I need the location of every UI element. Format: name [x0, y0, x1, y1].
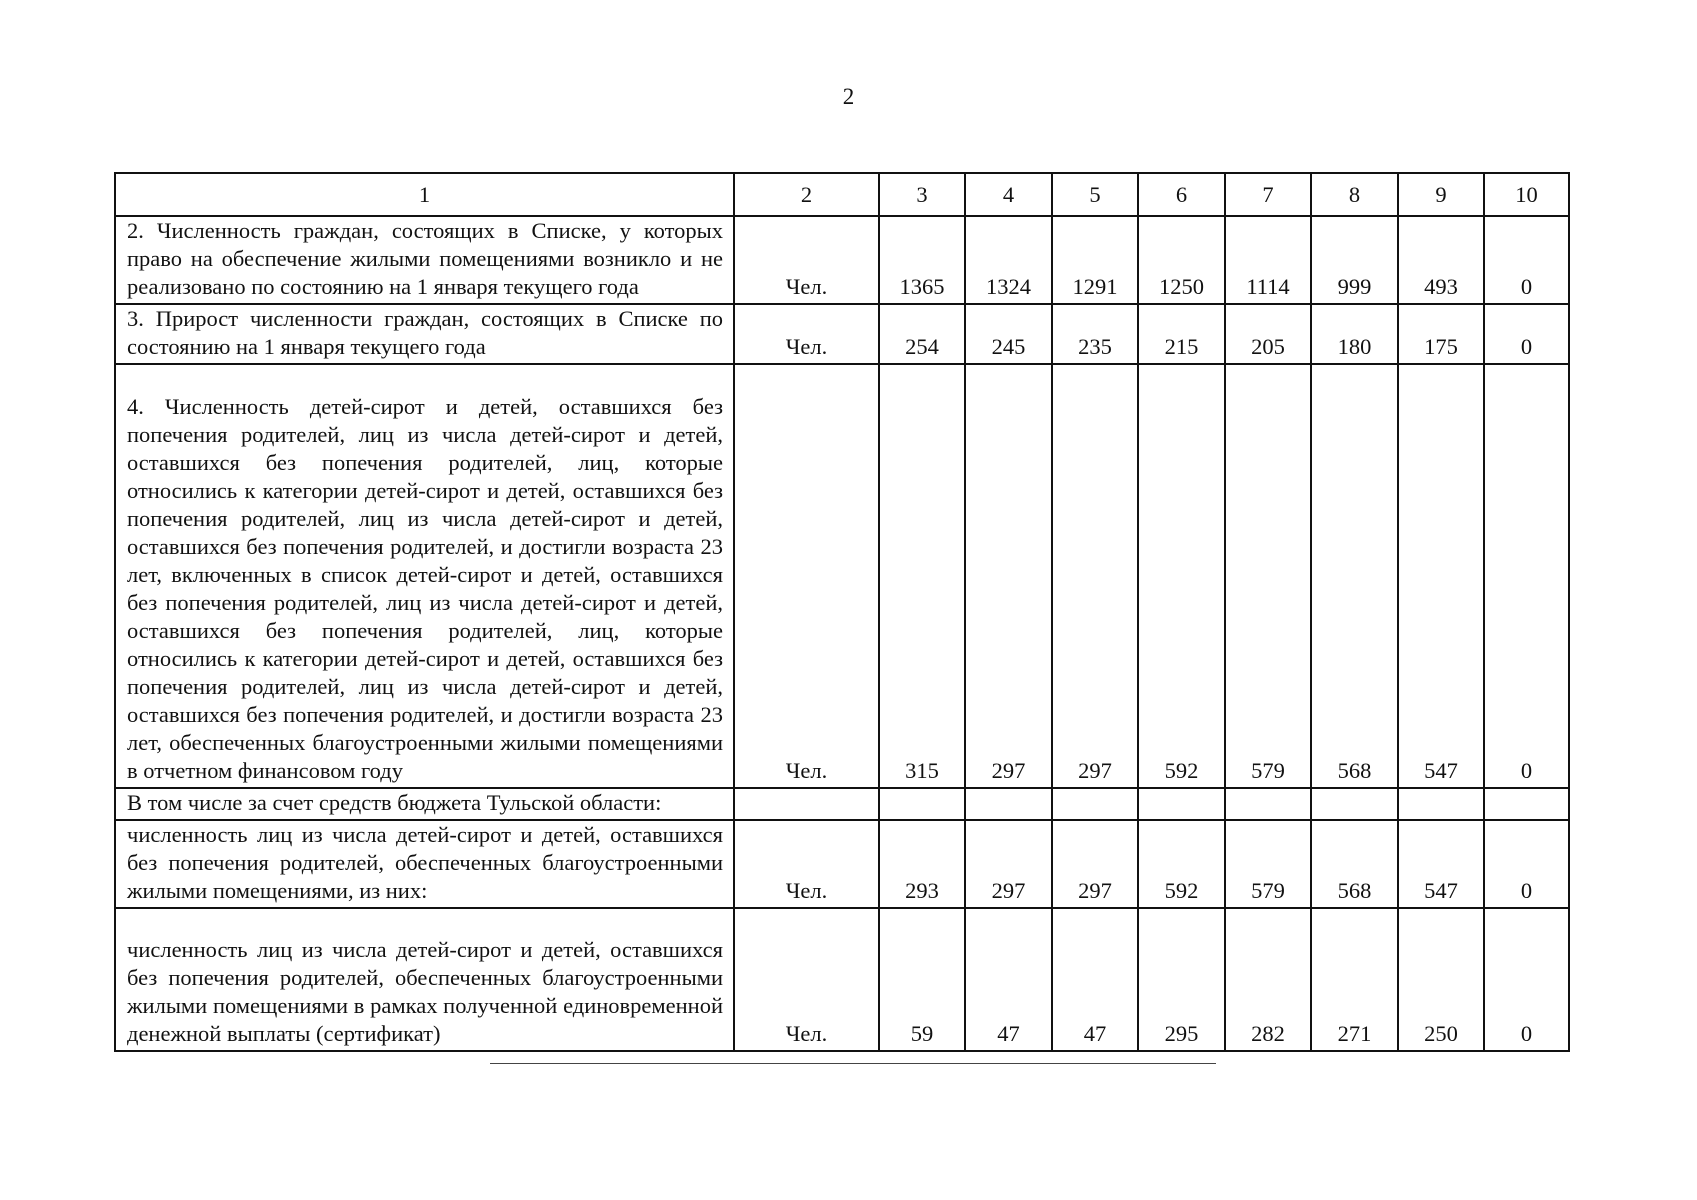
indicator-label: 3. Прирост численности граждан, состоящих в Списке по состоянию на 1 января текущего года [115, 304, 734, 364]
column-number-header: 4 [965, 173, 1052, 216]
value-cell: 1291 [1052, 216, 1138, 304]
value-cell: 47 [965, 908, 1052, 1051]
indicators-table [114, 172, 1570, 1052]
value-cell: 1324 [965, 216, 1052, 304]
unit-cell: Чел. [734, 820, 879, 908]
indicator-label: численность лиц из числа детей-сирот и детей, оставшихся без попечения родителей, обеспеченных благоустроенными жилыми помещениями в рамках полученной единовременной денежной выплаты (сертификат) [115, 908, 734, 1051]
value-cell: 205 [1225, 304, 1311, 364]
table-row [115, 908, 1569, 1051]
value-cell: 592 [1138, 364, 1225, 788]
table-row [115, 820, 1569, 908]
column-number-header: 1 [115, 173, 734, 216]
unit-cell: Чел. [734, 304, 879, 364]
indicator-label: 4. Численность детей-сирот и детей, оставшихся без попечения родителей, лиц из числа детей-сирот и детей, оставшихся без попечения родителей, лиц, которые относились к категории детей-сирот и детей, оставшихся без попечения родителей, лиц из числа детей-сирот и детей, оставшихся без попечения родителей, и достигли возраста 23 лет, включенных в список детей-сирот и детей, оставшихся без попечения родителей, лиц из числа детей-сирот и детей, оставшихся без попечения родителей, лиц, которые относились к категории детей-сирот и детей, оставшихся без попечения родителей, лиц из числа детей-сирот и детей, оставшихся без попечения родителей, и достигли возраста 23 лет, обеспеченных благоустроенными жилыми помещениями в отчетном финансовом году [115, 364, 734, 788]
value-cell: 592 [1138, 820, 1225, 908]
value-cell: 297 [1052, 820, 1138, 908]
column-number-header: 6 [1138, 173, 1225, 216]
page-number: 2 [842, 84, 855, 109]
value-cell: 59 [879, 908, 965, 1051]
value-cell: 180 [1311, 304, 1398, 364]
value-cell: 1114 [1225, 216, 1311, 304]
value-cell: 315 [879, 364, 965, 788]
value-cell [1138, 788, 1225, 820]
value-cell [1225, 788, 1311, 820]
value-cell: 245 [965, 304, 1052, 364]
column-number-header: 8 [1311, 173, 1398, 216]
column-number-header: 10 [1484, 173, 1569, 216]
value-cell: 47 [1052, 908, 1138, 1051]
value-cell: 568 [1311, 820, 1398, 908]
footer-separator-line [490, 1063, 1216, 1064]
value-cell: 0 [1484, 216, 1569, 304]
indicator-label: численность лиц из числа детей-сирот и детей, оставшихся без попечения родителей, обеспеченных благоустроенными жилыми помещениями, из них: [115, 820, 734, 908]
value-cell: 235 [1052, 304, 1138, 364]
column-number-header: 2 [734, 173, 879, 216]
unit-cell: Чел. [734, 908, 879, 1051]
table-header-row [115, 173, 1569, 216]
indicator-label: В том числе за счет средств бюджета Тульской области: [115, 788, 734, 820]
unit-cell: Чел. [734, 216, 879, 304]
value-cell: 297 [1052, 364, 1138, 788]
table-row [115, 304, 1569, 364]
value-cell: 579 [1225, 820, 1311, 908]
value-cell: 0 [1484, 364, 1569, 788]
column-number-header: 7 [1225, 173, 1311, 216]
value-cell: 579 [1225, 364, 1311, 788]
value-cell: 215 [1138, 304, 1225, 364]
table-row [115, 216, 1569, 304]
value-cell: 297 [965, 820, 1052, 908]
value-cell: 282 [1225, 908, 1311, 1051]
value-cell [879, 788, 965, 820]
column-number-header: 9 [1398, 173, 1484, 216]
indicator-label: 2. Численность граждан, состоящих в Списке, у которых право на обеспечение жилыми помещениями возникло и не реализовано по состоянию на 1 января текущего года [115, 216, 734, 304]
value-cell [1398, 788, 1484, 820]
unit-cell: Чел. [734, 364, 879, 788]
value-cell [1311, 788, 1398, 820]
value-cell: 293 [879, 820, 965, 908]
value-cell: 493 [1398, 216, 1484, 304]
value-cell: 0 [1484, 304, 1569, 364]
value-cell: 271 [1311, 908, 1398, 1051]
value-cell [1052, 788, 1138, 820]
value-cell: 1250 [1138, 216, 1225, 304]
value-cell: 999 [1311, 216, 1398, 304]
value-cell: 0 [1484, 908, 1569, 1051]
value-cell [965, 788, 1052, 820]
value-cell: 0 [1484, 820, 1569, 908]
column-number-header: 5 [1052, 173, 1138, 216]
value-cell: 547 [1398, 364, 1484, 788]
column-number-header: 3 [879, 173, 965, 216]
value-cell: 254 [879, 304, 965, 364]
unit-cell [734, 788, 879, 820]
table-row [115, 788, 1569, 820]
value-cell: 568 [1311, 364, 1398, 788]
value-cell: 1365 [879, 216, 965, 304]
value-cell: 297 [965, 364, 1052, 788]
value-cell: 295 [1138, 908, 1225, 1051]
value-cell [1484, 788, 1569, 820]
value-cell: 175 [1398, 304, 1484, 364]
table-row [115, 364, 1569, 788]
value-cell: 547 [1398, 820, 1484, 908]
value-cell: 250 [1398, 908, 1484, 1051]
